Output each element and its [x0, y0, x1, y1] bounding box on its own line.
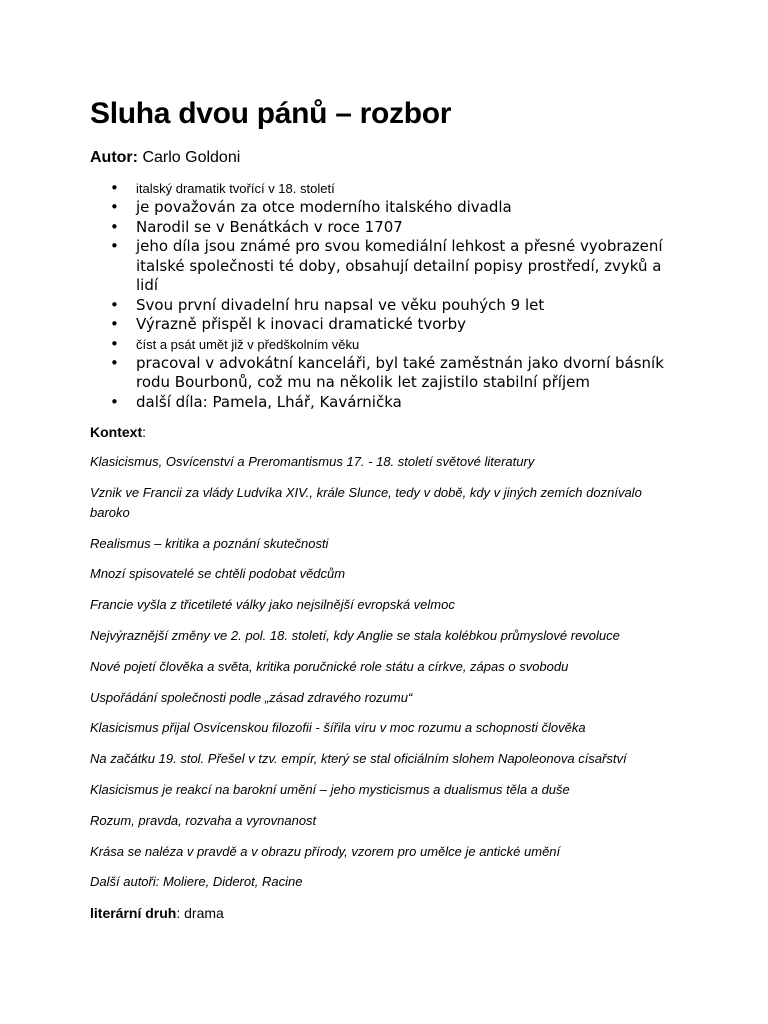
fact-text: je považován za otce moderního italského divadla [136, 198, 512, 216]
bullet-icon: • [110, 237, 119, 255]
fact-item [90, 237, 676, 296]
context-paragraph: Krása se naléza v pravdě a v obrazu přírody, vzorem pro umělce je antické umění [90, 843, 561, 859]
fact-item [90, 296, 676, 316]
fact-item [90, 335, 676, 354]
fact-item [90, 179, 676, 198]
fact-text: další díla: Pamela, Lhář, Kavárnička [136, 392, 402, 411]
bullet-icon: • [110, 295, 119, 314]
fact-text: italský dramatik tvořící v 18. století [136, 181, 335, 196]
fact-text: jeho díla jsou známé pro svou komediální lehkost a přesné vyobrazení italské společnosti té doby, obsahují detailní popisy prostředí, zvyků a lidí [136, 237, 663, 294]
bullet-icon: • [110, 217, 119, 236]
bullet-icon: • [110, 334, 119, 353]
context-paragraph: Klasicismus přijal Osvícenskou filozofii - šířila víru v moc rozumu a schopnosti člověka [90, 720, 586, 736]
context-label: Kontext [90, 424, 143, 440]
document-page [90, 94, 690, 923]
context-paragraph: Klasicismus, Osvícenství a Preromantismus 17. - 18. století světové literatury [90, 454, 535, 469]
genre-label: literární druh [90, 905, 177, 922]
fact-item [90, 393, 676, 413]
context-paragraph: Rozum, pravda, rozvaha a vyrovnanost [90, 812, 317, 828]
context-paragraphs [90, 452, 690, 892]
fact-item [90, 218, 676, 238]
context-paragraph: Další autoři: Moliere, Diderot, Racine [90, 874, 303, 890]
fact-text: číst a psát umět již v předškolním věku [136, 336, 360, 352]
context-paragraph: Na začátku 19. stol. Přešel v tzv. empír, který se stal oficiálním slohem Napoleonova císařství [90, 751, 627, 767]
fact-text: Narodil se v Benátkách v roce 1707 [136, 217, 403, 236]
bullet-icon: • [110, 198, 119, 216]
author-name: Carlo Goldoni [142, 149, 241, 166]
context-paragraph: Nejvýraznější změny ve 2. pol. 18. století, kdy Anglie se stala kolébkou průmyslové revoluce [90, 627, 620, 643]
bullet-icon: • [110, 353, 119, 372]
author-label: Autor: [90, 149, 138, 166]
context-paragraph: Nové pojetí člověka a světa, kritika poručnické role státu a církve, zápas o svobodu [90, 658, 569, 674]
genre-value: : drama [176, 905, 224, 922]
context-paragraph: Klasicismus je reakcí na barokní umění – jeho mysticismus a dualismus těla a duše [90, 781, 570, 797]
bullet-icon: • [110, 179, 119, 197]
bullet-icon: • [110, 315, 119, 333]
document-title: Sluha dvou pánů – rozbor [90, 97, 452, 130]
fact-item [90, 198, 676, 218]
fact-item [90, 315, 676, 335]
fact-text: Svou první divadelní hru napsal ve věku pouhých 9 let [136, 295, 545, 314]
context-paragraph: Vznik ve Francii za vlády Ludvíka XIV., krále Slunce, tedy v době, kdy v jiných zemích doznívalo baroko [90, 484, 642, 520]
fact-text: pracoval v advokátní kanceláři, byl také zaměstnán jako dvorní básník rodu Bourbonů, což mu na několik let zajistilo stabilní příjem [136, 353, 664, 391]
context-heading [90, 422, 690, 442]
author-facts-list [90, 179, 690, 412]
author-line [90, 147, 690, 169]
context-paragraph: Realismus – kritika a poznání skutečnosti [90, 535, 329, 551]
context-colon: : [142, 424, 147, 440]
context-paragraph: Francie vyšla z třicetileté války jako nejsilnější evropská velmoc [90, 597, 455, 613]
genre-line [90, 903, 690, 923]
fact-text: Výrazně přispěl k inovaci dramatické tvorby [136, 315, 467, 333]
fact-item [90, 354, 676, 393]
context-paragraph: Uspořádání společnosti podle „zásad zdravého rozumu“ [90, 689, 413, 705]
bullet-icon: • [110, 392, 119, 411]
context-paragraph: Mnozí spisovatelé se chtěli podobat vědcům [90, 566, 346, 582]
